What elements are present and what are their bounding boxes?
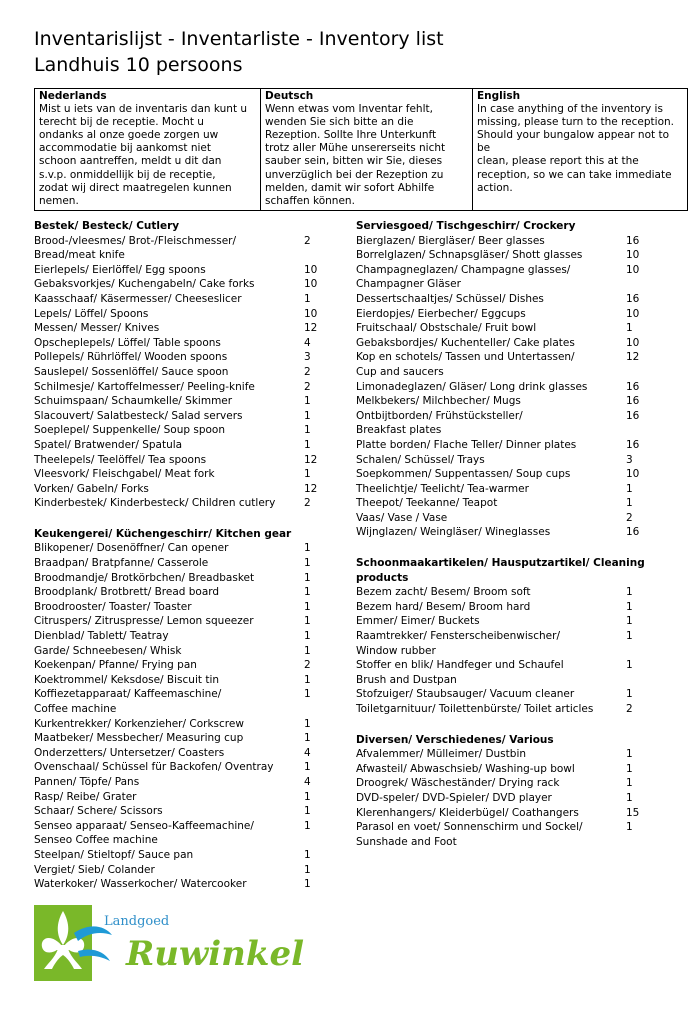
inventory-row [34,263,324,278]
item-quantity: 1 [304,878,311,891]
inventory-row [34,423,324,438]
inventory-row [356,438,688,453]
item-quantity: 1 [304,848,311,861]
item-quantity [304,833,324,848]
inventory-row [34,350,324,365]
inventory-row [356,307,688,322]
item-quantity: 2 [304,380,311,393]
item-quantity: 10 [626,336,640,349]
item-quantity: 1 [626,615,633,628]
item-quantity: 16 [626,409,640,422]
section-title: Keukengerei/ Küchengeschirr/ Kitchen gear [34,527,292,540]
item-name: Pannen/ Töpfe/ Pans [34,775,140,788]
inventory-row [34,556,324,571]
inventory-row [356,673,688,688]
inventory-row [356,234,688,249]
inventory-row [34,321,324,336]
inventory-row [356,585,688,600]
inventory-row [356,762,688,777]
item-quantity: 16 [626,292,640,305]
item-name: Bierglazen/ Biergläser/ Beer glasses [356,234,545,247]
notice-line: trotz aller Mühe unsererseits nicht [265,142,446,155]
inventory-row [34,614,324,629]
notice-line: action. [477,181,513,194]
inventory-row [34,658,324,673]
inventory-row [34,234,324,249]
inventory-row [356,511,688,526]
notice-line: reception, so we can take immediate [477,168,672,181]
left-column [34,219,324,908]
item-name: Borrelglazen/ Schnapsgläser/ Shott glasses [356,249,583,262]
item-quantity: 3 [304,351,311,364]
notice-line: In case anything of the inventory is [477,103,663,116]
item-name: Afvalemmer/ Mülleimer/ Dustbin [356,748,527,761]
inventory-row [34,746,324,761]
notice-english [472,89,687,210]
inventory-row [34,394,324,409]
item-quantity: 1 [304,732,311,745]
title-line-2: Landhuis 10 persoons [34,54,243,76]
item-quantity: 1 [304,688,311,701]
inventory-row [356,365,688,380]
inventory-row [356,453,688,468]
item-name: Bezem zacht/ Besem/ Broom soft [356,586,531,599]
item-name: Senseo apparaat/ Senseo-Kaffeemachine/ [34,819,254,832]
ruwinkel-logo [34,903,324,983]
item-quantity: 16 [626,526,640,539]
item-name: Broodplank/ Brotbrett/ Bread board [34,586,220,599]
item-name: Melkbekers/ Milchbecher/ Mugs [356,395,521,408]
inventory-row [356,791,688,806]
item-quantity: 1 [304,424,311,437]
item-quantity: 1 [626,791,633,804]
item-quantity: 1 [304,468,311,481]
inventory-row [34,819,324,834]
item-name: Steelpan/ Stieltopf/ Sauce pan [34,848,194,861]
item-name: Kop en schotels/ Tassen und Untertassen/ [356,351,575,364]
item-name: Soepkommen/ Suppentassen/ Soup cups [356,468,571,481]
notice-line: Rezeption. Sollte Ihre Unterkunft [265,129,437,142]
item-name: Cup and saucers [356,365,444,378]
item-name: Stoffer en blik/ Handfeger und Schaufel [356,659,564,672]
item-quantity: 1 [626,659,633,672]
item-quantity [626,644,688,659]
section-title: Bestek/ Besteck/ Cutlery [34,220,180,232]
inventory-row [356,658,688,673]
inventory-row [356,776,688,791]
inventory-section [356,219,688,540]
item-name: Vorken/ Gabeln/ Forks [34,482,149,495]
inventory-row [356,614,688,629]
notice-line: unverzüglich bei der Rezeption zu [265,168,444,181]
notice-heading: Nederlands [39,90,107,102]
inventory-row [356,644,688,659]
item-name: Lepels/ Löffel/ Spoons [34,307,149,320]
item-name: Slacouvert/ Salatbesteck/ Salad servers [34,409,243,422]
notice-line: sauber sein, bitten wir Sie, dieses [265,155,443,168]
fleur-de-lis-icon [34,905,112,981]
item-name: Fruitschaal/ Obstschale/ Fruit bowl [356,322,537,335]
inventory-row [34,292,324,307]
item-name: Bezem hard/ Besem/ Broom hard [356,600,531,613]
item-name: Rasp/ Reibe/ Grater [34,790,137,803]
item-quantity: 15 [626,806,640,819]
item-name: Brush and Dustpan [356,673,457,686]
item-quantity: 10 [304,263,318,276]
item-name: Parasol en voet/ Sonnenschirm und Sockel/ [356,821,583,834]
inventory-row [34,409,324,424]
inventory-row [356,336,688,351]
item-quantity: 16 [626,234,640,247]
item-quantity: 1 [304,409,311,422]
page-title [34,26,444,78]
inventory-row [34,702,324,717]
inventory-row [34,629,324,644]
item-quantity: 2 [304,365,311,378]
item-quantity: 1 [304,673,311,686]
title-line-1: Inventarislijst - Inventarliste - Inventory list [34,28,444,50]
item-name: Afwasteil/ Abwaschsieb/ Washing-up bowl [356,762,575,775]
item-name: Braadpan/ Bratpfanne/ Casserole [34,557,209,570]
item-name: Kurkentrekker/ Korkenzieher/ Corkscrew [34,717,244,730]
item-quantity: 1 [304,615,311,628]
item-name: Koffiezetapparaat/ Kaffeemaschine/ [34,688,222,701]
item-quantity: 4 [304,336,311,349]
item-name: Limonadeglazen/ Gläser/ Long drink glasses [356,380,588,393]
item-quantity: 1 [304,438,311,451]
notice-line: schaffen können. [265,194,355,207]
item-quantity [626,277,688,292]
item-quantity: 10 [626,249,640,262]
inventory-row [356,820,688,835]
item-name: Blikopener/ Dosenöffner/ Can opener [34,542,229,555]
inventory-row [34,365,324,380]
inventory-row [34,717,324,732]
item-name: Gebaksbordjes/ Kuchenteller/ Cake plates [356,336,575,349]
item-name: Dienblad/ Tablett/ Teatray [34,630,169,643]
item-name: Citruspers/ Zitruspresse/ Lemon squeezer [34,615,254,628]
item-name: Klerenhangers/ Kleiderbügel/ Coathangers [356,806,579,819]
inventory-row [356,350,688,365]
item-quantity: 1 [304,292,311,305]
item-quantity: 4 [304,775,311,788]
item-quantity: 1 [304,571,311,584]
item-name: Maatbeker/ Messbecher/ Measuring cup [34,732,244,745]
item-quantity: 3 [626,453,633,466]
item-name: Stofzuiger/ Staubsauger/ Vacuum cleaner [356,688,575,701]
notice-heading: English [477,90,521,102]
inventory-row [34,877,324,892]
item-name: Wijnglazen/ Weingläser/ Wineglasses [356,526,551,539]
item-name: Ovenschaal/ Schüssel für Backofen/ Oventray [34,761,274,774]
item-quantity: 2 [626,703,633,715]
inventory-row [356,321,688,336]
item-quantity: 2 [304,497,311,510]
inventory-row [34,453,324,468]
item-quantity: 12 [304,322,318,335]
inventory-row [356,525,688,540]
item-name: Schilmesje/ Kartoffelmesser/ Peeling-knife [34,380,255,393]
item-quantity: 1 [304,557,311,570]
item-quantity [626,365,688,380]
inventory-row [356,423,688,438]
item-name: Waterkoker/ Wasserkocher/ Watercooker [34,878,247,891]
item-quantity: 1 [626,497,633,510]
inventory-row [356,248,688,263]
item-name: Schalen/ Schüssel/ Trays [356,453,485,466]
notice-line: Should your bungalow appear not to be [477,129,669,155]
notice-line: zodat wij direct maatregelen kunnen [39,181,232,194]
inventory-row [34,731,324,746]
item-name: Bread/meat knife [34,249,125,262]
logo-brand-text: Ruwinkel [126,934,304,974]
item-quantity: 12 [304,453,318,466]
section-title: Diversen/ Verschiedenes/ Various [356,733,554,746]
inventory-row [356,747,688,762]
inventory-row [34,644,324,659]
item-quantity: 1 [304,630,311,643]
inventory-row [34,248,324,263]
inventory-row [34,848,324,863]
item-name: DVD-speler/ DVD-Spieler/ DVD player [356,791,552,804]
inventory-row [34,380,324,395]
item-quantity: 2 [626,511,633,524]
notice-line: missing, please turn to the reception. [477,116,674,129]
inventory-row [34,277,324,292]
notice-german [260,89,472,210]
item-name: Opscheplepels/ Löffel/ Table spoons [34,336,221,349]
item-quantity: 4 [304,746,311,759]
item-quantity: 2 [304,234,311,247]
item-name: Senseo Coffee machine [34,834,158,847]
item-name: Platte borden/ Flache Teller/ Dinner plates [356,438,577,451]
item-name: Toiletgarnituur/ Toilettenbürste/ Toilet articles [356,703,594,715]
item-name: Kinderbestek/ Kinderbesteck/ Children cutlery [34,497,276,510]
inventory-row [34,790,324,805]
item-quantity: 1 [304,586,311,599]
inventory-row [34,438,324,453]
item-quantity: 1 [304,805,311,818]
notice-line: Wenn etwas vom Inventar fehlt, [265,103,433,116]
item-name: Vleesvork/ Fleischgabel/ Meat fork [34,468,215,481]
inventory-section [356,733,688,850]
inventory-row [356,467,688,482]
inventory-row [356,835,688,850]
item-quantity: 2 [304,659,311,672]
inventory-row [356,394,688,409]
item-name: Champagneglazen/ Champagne glasses/ [356,263,571,276]
item-name: Ontbijtborden/ Frühstücksteller/ [356,409,523,422]
notice-line: accommodatie bij aankomst niet [39,142,212,155]
item-name: Broodrooster/ Toaster/ Toaster [34,600,192,613]
notice-heading: Deutsch [265,90,314,102]
item-quantity: 1 [304,790,311,803]
item-name: Messen/ Messer/ Knives [34,322,160,335]
inventory-row [34,687,324,702]
inventory-row [34,760,324,775]
inventory-row [34,307,324,322]
item-quantity: 10 [304,278,318,291]
item-quantity: 16 [626,395,640,408]
inventory-row [356,380,688,395]
inventory-row [34,585,324,600]
item-name: Gebaksvorkjes/ Kuchengabeln/ Cake forks [34,278,255,291]
item-quantity: 1 [304,717,311,730]
item-name: Theelichtje/ Teelicht/ Tea-warmer [356,482,529,495]
inventory-section [34,219,324,511]
item-quantity: 1 [304,395,311,408]
inventory-row [34,482,324,497]
item-name: Window rubber [356,644,436,657]
item-quantity [626,835,688,850]
item-quantity: 10 [626,468,640,481]
item-name: Emmer/ Eimer/ Buckets [356,615,480,628]
notice-line: s.v.p. onmiddellijk bij de receptie, [39,168,216,181]
item-name: Sauslepel/ Sossenlöffel/ Sauce spoon [34,365,229,378]
inventory-row [356,263,688,278]
item-name: Pollepels/ Rührlöffel/ Wooden spoons [34,351,228,364]
inventory-section [356,556,688,717]
item-name: Dessertschaaltjes/ Schüssel/ Dishes [356,292,544,305]
item-name: Droogrek/ Wäscheständer/ Drying rack [356,777,560,790]
item-quantity: 1 [626,748,633,761]
item-quantity: 10 [304,307,318,320]
inventory-row [34,600,324,615]
item-name: Koektrommel/ Keksdose/ Biscuit tin [34,673,220,686]
inventory-row [34,863,324,878]
item-quantity: 10 [626,263,640,276]
item-name: Schuimspaan/ Schaumkelle/ Skimmer [34,395,233,408]
logo-top-text: Landgoed [104,914,170,929]
notice-line: nemen. [39,194,79,207]
item-name: Sunshade and Foot [356,835,457,848]
item-quantity: 1 [626,630,633,643]
item-name: Onderzetters/ Untersetzer/ Coasters [34,746,225,759]
inventory-row [356,600,688,615]
inventory-row [356,292,688,307]
notice-line: Mist u iets van de inventaris dan kunt u [39,103,248,116]
inventory-row [34,336,324,351]
item-name: Soeplepel/ Suppenkelle/ Soup spoon [34,424,225,437]
inventory-row [34,571,324,586]
inventory-row [356,806,688,821]
inventory-row [356,687,688,702]
item-name: Broodmandje/ Brotkörbchen/ Breadbasket [34,571,255,584]
section-title: Serviesgoed/ Tischgeschirr/ Crockery [356,220,576,232]
item-quantity: 1 [626,762,633,775]
inventory-row [356,629,688,644]
item-quantity: 12 [626,351,640,364]
item-quantity: 1 [304,644,311,657]
inventory-row [34,496,324,511]
item-quantity: 1 [626,600,633,613]
item-quantity [626,673,688,688]
item-name: Breakfast plates [356,424,442,437]
inventory-row [356,702,688,717]
notice-table [34,88,688,211]
notice-line: terecht bij de receptie. Mocht u [39,116,204,129]
inventory-row [356,277,688,292]
item-name: Kaasschaaf/ Käsermesser/ Cheeseslicer [34,292,242,305]
right-column [356,219,688,865]
section-title: Schoonmaakartikelen/ Hausputzartikel/ Cleaning products [356,557,645,584]
item-name: Garde/ Schneebesen/ Whisk [34,644,182,657]
item-name: Raamtrekker/ Fensterscheibenwischer/ [356,630,560,643]
item-quantity: 12 [304,482,318,495]
inventory-row [34,775,324,790]
inventory-row [356,482,688,497]
notice-line: ondanks al onze goede zorgen uw [39,129,219,142]
inventory-section [34,527,324,892]
item-name: Koekenpan/ Pfanne/ Frying pan [34,659,197,672]
inventory-row [34,541,324,556]
item-quantity: 1 [626,777,633,790]
inventory-row [34,804,324,819]
item-quantity [304,702,324,717]
item-quantity: 16 [626,380,640,393]
item-quantity: 1 [304,819,311,832]
item-quantity [626,423,688,438]
notice-line: melden, damit wir sofort Abhilfe [265,181,435,194]
item-quantity: 1 [626,482,633,495]
inventory-row [34,833,324,848]
inventory-row [34,467,324,482]
notice-dutch [35,89,260,210]
item-name: Eierlepels/ Eierlöffel/ Egg spoons [34,263,206,276]
notice-line: clean, please report this at the [477,155,639,168]
item-quantity: 1 [626,688,633,701]
item-name: Vergiet/ Sieb/ Colander [34,863,155,876]
item-name: Theelepels/ Teelöffel/ Tea spoons [34,453,207,466]
item-name: Eierdopjes/ Eierbecher/ Eggcups [356,307,526,320]
inventory-row [356,409,688,424]
item-quantity: 1 [304,863,311,876]
item-quantity: 1 [626,821,633,834]
item-quantity: 1 [304,600,311,613]
item-quantity [304,248,324,263]
inventory-row [34,673,324,688]
item-name: Spatel/ Bratwender/ Spatula [34,438,183,451]
item-name: Brood-/vleesmes/ Brot-/Fleischmesser/ [34,234,237,247]
item-name: Schaar/ Schere/ Scissors [34,805,163,818]
item-quantity: 1 [626,322,633,335]
item-name: Theepot/ Teekanne/ Teapot [356,497,498,510]
inventory-row [356,496,688,511]
item-name: Champagner Gläser [356,278,461,291]
item-quantity: 16 [626,438,640,451]
item-quantity: 1 [304,761,311,774]
item-name: Vaas/ Vase / Vase [356,511,448,524]
item-name: Coffee machine [34,703,117,715]
notice-line: schoon aantreffen, meldt u dit dan [39,155,222,168]
item-quantity: 10 [626,307,640,320]
item-quantity: 1 [626,586,633,599]
item-quantity: 1 [304,542,311,555]
notice-line: wenden Sie sich bitte an die [265,116,414,129]
